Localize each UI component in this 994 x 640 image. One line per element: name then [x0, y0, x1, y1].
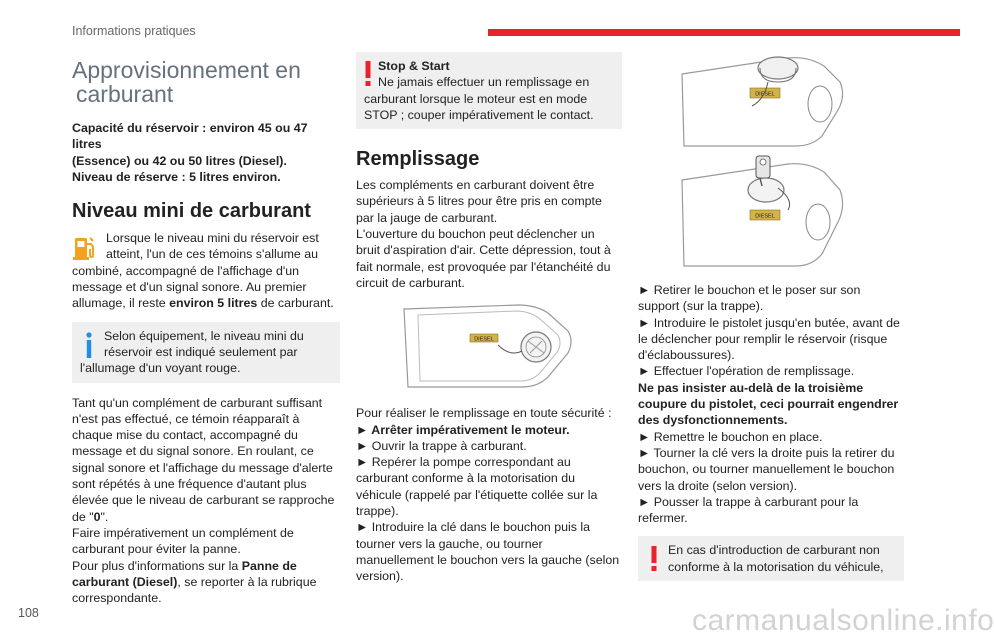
step-find-pump: ► Repérer la pompe correspondant au carburant conforme à la motorisation du véhicule (rappelé par l'étiquette collée sur la trappe). — [356, 455, 598, 519]
mini-level-text: Lorsque le niveau mini du réservoir est atteint, l'un de ces témoins s'allume au combiné, accompagné de l'affichage d'un message et d'un signal sonore. Au premier allumage, il reste — [72, 231, 319, 311]
wrong-fuel-text: En cas d'introduction de carburant non conforme à la motorisation du véhicule, — [668, 543, 884, 574]
remplissage-p1: Les compléments en carburant doivent être supérieurs à 5 litres pour être pris en compte par la jauge de carburant. — [356, 178, 602, 225]
cap-removed-figure — [678, 150, 848, 272]
stop-start-title: Stop & Start — [378, 59, 450, 73]
stop-start-text-first — [364, 74, 614, 123]
heading-remplissage: Remplissage — [356, 148, 480, 171]
third-cutoff-warning: Ne pas insister au-delà de la troisième coupure du pistolet, ceci pourrait engendrer des dysfonctionnements. — [638, 380, 899, 428]
step-open-flap: ► Ouvrir la trappe à carburant. — [356, 438, 527, 453]
mini-level-reserve: environ 5 litres — [169, 296, 258, 311]
step-close-flap: ► Pousser la trappe à carburant pour la refermer. — [638, 494, 859, 526]
reappear-zero: 0 — [93, 509, 101, 524]
remplissage-p2: L'ouverture du bouchon peut déclencher un bruit d'aspiration d'air. Cette dépression, tout à fait normale, est provoquée par l'étanchéité du circuit de carburant. — [356, 227, 611, 290]
tank-capacity — [72, 120, 340, 185]
page-title-line1: Approvisionnement en — [72, 57, 301, 83]
fuel-pump-icon — [72, 232, 98, 262]
fig1-label-tag: DIESEL — [755, 91, 775, 98]
reappear-text-end: ". — [100, 509, 109, 524]
cap-key-figure — [678, 52, 848, 150]
step-remove-cap: ► Retirer le bouchon et le poser sur son support (sur la trappe). — [638, 283, 861, 314]
ref-section-name: Panne de carburant (Diesel) — [72, 558, 297, 589]
step-unlock-cap: ► Introduire la clé dans le bouchon puis la tourner vers la gauche, ou tourner manuellement le bouchon vers la gauche (selon version). — [356, 520, 620, 584]
mini-level-paragraph — [72, 230, 340, 311]
stop-start-text: Ne jamais effectuer un remplissage en carburant lorsque le moteur est en mode STOP ; couper impérativement le contact. — [364, 75, 594, 122]
fig2-label-tag: DIESEL — [755, 213, 775, 220]
diesel-breakdown-ref — [72, 558, 340, 607]
page-title-line2: carburant — [76, 81, 174, 107]
tank-capacity-line3: Niveau de réserve : 5 litres environ. — [72, 169, 281, 184]
tank-capacity-line1: Capacité du réservoir : environ 45 ou 47 litres — [72, 121, 308, 152]
ref-text: Pour plus d'informations sur la — [72, 558, 242, 573]
mini-level-text-end: de carburant. — [257, 296, 334, 311]
fuel-flap-figure — [398, 301, 578, 393]
step-stop-engine: ► Arrêter impérativement le moteur. — [356, 422, 570, 437]
exclamation-icon — [650, 546, 658, 576]
exclamation-icon — [364, 61, 372, 91]
wrong-fuel-warning — [638, 536, 904, 581]
watermark: carmanualsonline.info — [692, 604, 994, 637]
fuel-label-tag: DIESEL — [474, 336, 494, 343]
refuel-advice: Faire impérativement un complément de carburant pour éviter la panne. — [72, 525, 294, 557]
reappear-paragraph — [72, 395, 340, 525]
column-1 — [72, 58, 340, 606]
page-number: 108 — [18, 606, 39, 620]
header-accent-bar — [488, 29, 960, 36]
column-3 — [638, 52, 904, 581]
info-note — [72, 322, 340, 383]
heading-niveau-mini: Niveau mini de carburant — [72, 200, 311, 223]
stop-start-warning — [356, 52, 622, 129]
step-refit-cap: ► Remettre le bouchon en place. — [638, 429, 823, 444]
info-icon — [80, 330, 98, 360]
steps-intro: Pour réaliser le remplissage en toute sécurité : — [356, 406, 612, 421]
running-header: Informations pratiques — [72, 24, 196, 38]
step-insert-nozzle: ► Introduire le pistolet jusqu'en butée, avant de le déclencher pour remplir le réservoir (risque d'éclaboussures). — [638, 315, 900, 363]
page-title — [72, 58, 340, 106]
ref-text-end: , se reporter à la rubrique correspondante. — [72, 574, 317, 606]
reappear-text: Tant qu'un complément de carburant suffisant n'est pas effectué, ce témoin réapparaît à chaque mise du contact, accompagné du message et du signal sonore. En roulant, ce signal sonore et l'affichage du message d'alerte sont répétés à une fréquence d'autant plus élevée que le niveau de carburant se rapproche de " — [72, 395, 335, 524]
step-lock-cap: ► Tourner la clé vers la droite puis la retirer du bouchon, ou tourner manuellement le bouchon vers la droite (selon version). — [638, 445, 895, 493]
tank-capacity-line2: (Essence) ou 42 ou 50 litres (Diesel). — [72, 153, 287, 168]
info-note-text: Selon équipement, le niveau mini du réservoir est indiqué seulement par l'allumage d'un voyant rouge. — [80, 328, 304, 376]
column-2 — [356, 52, 622, 585]
step-fill: ► Effectuer l'opération de remplissage. — [638, 364, 855, 379]
